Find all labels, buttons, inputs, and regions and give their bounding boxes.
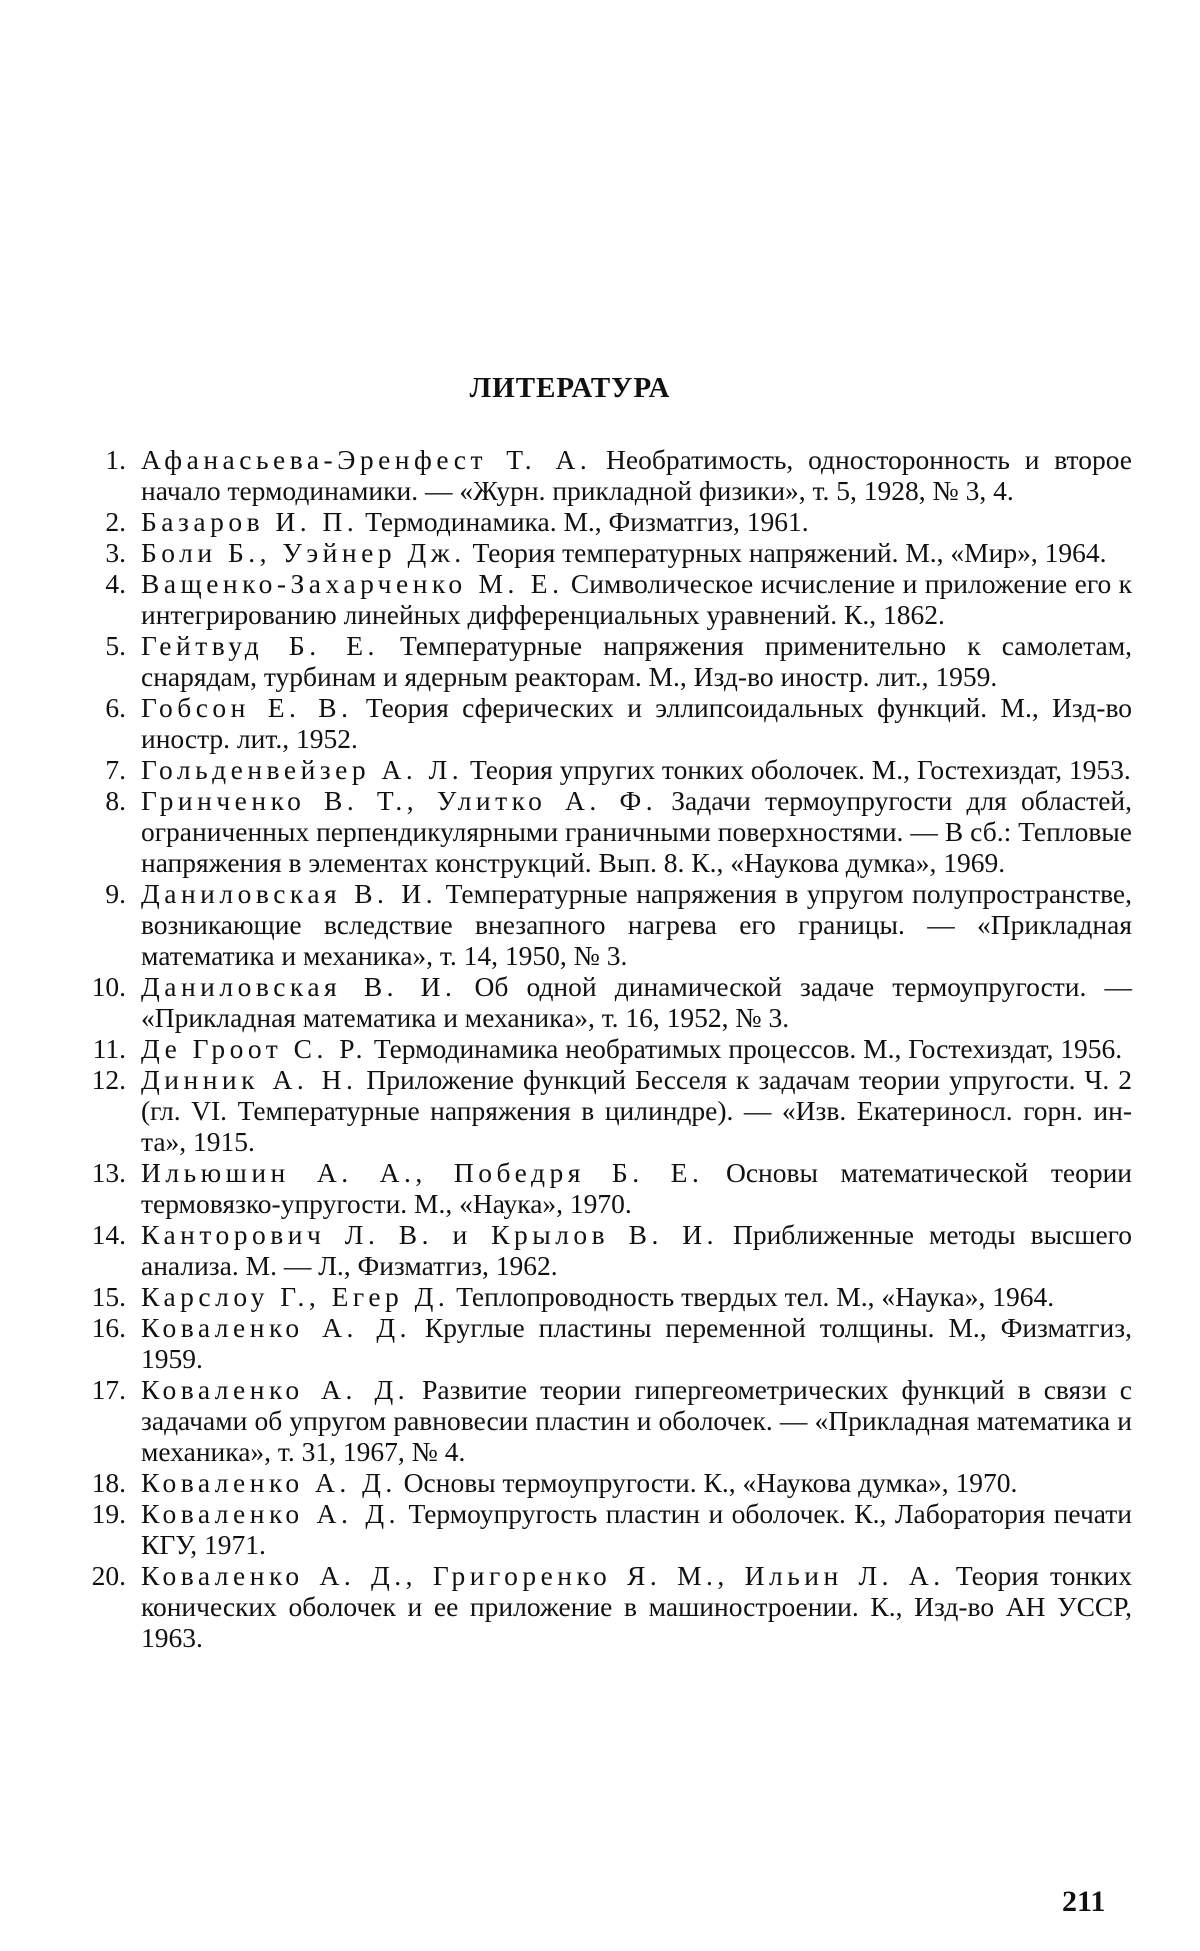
reference-item <box>84 971 1132 1033</box>
reference-author: Коваленко А. Д. <box>141 1312 411 1343</box>
reference-number: 20. <box>91 1560 126 1591</box>
reference-item <box>84 444 1132 506</box>
reference-number: 17. <box>91 1374 126 1405</box>
reference-number: 6. <box>105 692 126 723</box>
reference-text: Приближенные методы высшего анализа. М. — Л., Физматгиз, 1962. <box>141 1219 1133 1281</box>
reference-item <box>84 754 1132 785</box>
reference-text: Температурные напряжения в упругом полупространстве, возникающие вследствие внезапного нагрева его границы. — «Прикладная математика и механика», т. 14, 1950, № 3. <box>141 878 1132 971</box>
reference-number: 19. <box>91 1498 126 1529</box>
reference-author: Ильюшин А. А., Победря Б. Е. <box>141 1157 704 1188</box>
reference-number: 8. <box>105 785 126 816</box>
reference-text: Теория тонких конических оболочек и ее приложение в машиностроении. К., Изд-во АН УССР, 1963. <box>141 1560 1132 1653</box>
reference-number: 16. <box>91 1312 126 1343</box>
reference-item <box>84 878 1132 971</box>
reference-item <box>84 1157 1132 1219</box>
reference-author: Гринченко В. Т., Улитко А. Ф. <box>141 785 658 816</box>
reference-item <box>84 1374 1132 1467</box>
reference-number: 7. <box>105 754 126 785</box>
reference-number: 1. <box>105 444 126 475</box>
reference-author: Боли Б., Уэйнер Дж. <box>141 537 466 568</box>
reference-number: 5. <box>105 630 126 661</box>
reference-number: 15. <box>91 1281 126 1312</box>
reference-number: 11. <box>92 1033 126 1064</box>
reference-number: 10. <box>91 971 126 1002</box>
reference-item <box>84 1281 1132 1312</box>
reference-text: Приложение функций Бесселя к задачам теории упругости. Ч. 2 (гл. VI. Температурные напряжения в цилиндре). — «Изв. Екатериносл. горн. ин-та», 1915. <box>141 1064 1132 1157</box>
reference-item <box>84 785 1132 878</box>
reference-item <box>84 537 1132 568</box>
reference-author: Канторович Л. В. и Крылов В. И. <box>141 1219 719 1250</box>
reference-text: Основы термоупругости. К., «Наукова думка», 1970. <box>403 1467 1018 1498</box>
reference-number: 14. <box>91 1219 126 1250</box>
reference-text: Теория упругих тонких оболочек. М., Гостехиздат, 1953. <box>470 754 1131 785</box>
reference-author: Базаров И. П. <box>141 506 359 537</box>
reference-item <box>84 692 1132 754</box>
reference-item <box>84 630 1132 692</box>
reference-author: Динник А. Н. <box>141 1064 358 1095</box>
reference-text: Основы математической теории термовязко-упругости. М., «Наука», 1970. <box>141 1157 1133 1219</box>
page-title: ЛИТЕРАТУРА <box>469 372 671 404</box>
reference-list <box>84 444 1132 1653</box>
reference-number: 2. <box>105 506 126 537</box>
reference-item <box>84 1498 1132 1560</box>
reference-text: Теплопроводность твердых тел. М., «Наука», 1964. <box>456 1281 1055 1312</box>
reference-item <box>84 1064 1132 1157</box>
reference-text: Круглые пластины переменной толщины. М., Физматгиз, 1959. <box>141 1312 1132 1374</box>
reference-item <box>84 1312 1132 1374</box>
reference-item <box>84 506 1132 537</box>
reference-text: Теория температурных напряжений. М., «Мир», 1964. <box>472 537 1107 568</box>
reference-number: 18. <box>91 1467 126 1498</box>
reference-text: Температурные напряжения применительно к самолетам, снарядам, турбинам и ядерным реакторам. М., Изд-во иностр. лит., 1959. <box>141 630 1132 692</box>
reference-item <box>84 1219 1132 1281</box>
reference-number: 12. <box>91 1064 126 1095</box>
page-number: 211 <box>1062 1885 1106 1918</box>
reference-author: Гейтвуд Б. Е. <box>141 630 379 661</box>
reference-text: Развитие теории гипергеометрических функций в связи с задачами об упругом равновесии пластин и оболочек. — «Прикладная математика и механика», т. 31, 1967, № 4. <box>141 1374 1132 1467</box>
reference-text: Термодинамика. М., Физматгиз, 1961. <box>365 506 809 537</box>
reference-number: 9. <box>105 878 126 909</box>
reference-number: 3. <box>105 537 126 568</box>
reference-text: Термодинамика необратимых процессов. М., Гостехиздат, 1956. <box>373 1033 1123 1064</box>
reference-number: 4. <box>105 568 126 599</box>
reference-author: Карслоу Г., Егер Д. <box>141 1281 450 1312</box>
reference-author: Коваленко А. Д., Григоренко Я. М., Ильин Л. А. <box>141 1560 945 1591</box>
reference-author: Ващенко-Захарченко М. Е. <box>141 568 564 599</box>
reference-author: Гольденвейзер А. Л. <box>141 754 464 785</box>
reference-item <box>84 1560 1132 1653</box>
reference-author: Афанасьева-Эренфест Т. А. <box>141 444 592 475</box>
reference-author: Коваленко А. Д. <box>141 1467 397 1498</box>
reference-item <box>84 1033 1132 1064</box>
reference-author: Коваленко А. Д. <box>141 1374 410 1405</box>
reference-text: Задачи термоупругости для областей, ограниченных перпендикулярными граничными поверхностями. — В сб.: Тепловые напряжения в элементах конструкций. Вып. 8. К., «Наукова думка», 1969. <box>141 785 1132 878</box>
reference-author: Даниловская В. И. <box>141 971 457 1002</box>
reference-author: Даниловская В. И. <box>141 878 438 909</box>
reference-author: Де Гроот С. Р. <box>141 1033 367 1064</box>
reference-item <box>84 1467 1132 1498</box>
reference-author: Гобсон Е. В. <box>141 692 353 723</box>
reference-text: Необратимость, односторонность и второе начало термодинамики. — «Журн. прикладной физики», т. 5, 1928, № 3, 4. <box>141 444 1133 506</box>
reference-text: Термоупругость пластин и оболочек. К., Лаборатория печати КГУ, 1971. <box>141 1498 1133 1560</box>
reference-text: Теория сферических и эллипсоидальных функций. М., Изд-во иностр. лит., 1952. <box>141 692 1132 754</box>
reference-item <box>84 568 1132 630</box>
reference-number: 13. <box>91 1157 126 1188</box>
reference-text: Символическое исчисление и приложение его к интегрированию линейных дифференциальных уравнений. К., 1862. <box>141 568 1133 630</box>
reference-text: Об одной динамической задаче термоупругости. — «Прикладная математика и механика», т. 16, 1952, № 3. <box>141 971 1133 1033</box>
reference-author: Коваленко А. Д. <box>141 1498 400 1529</box>
